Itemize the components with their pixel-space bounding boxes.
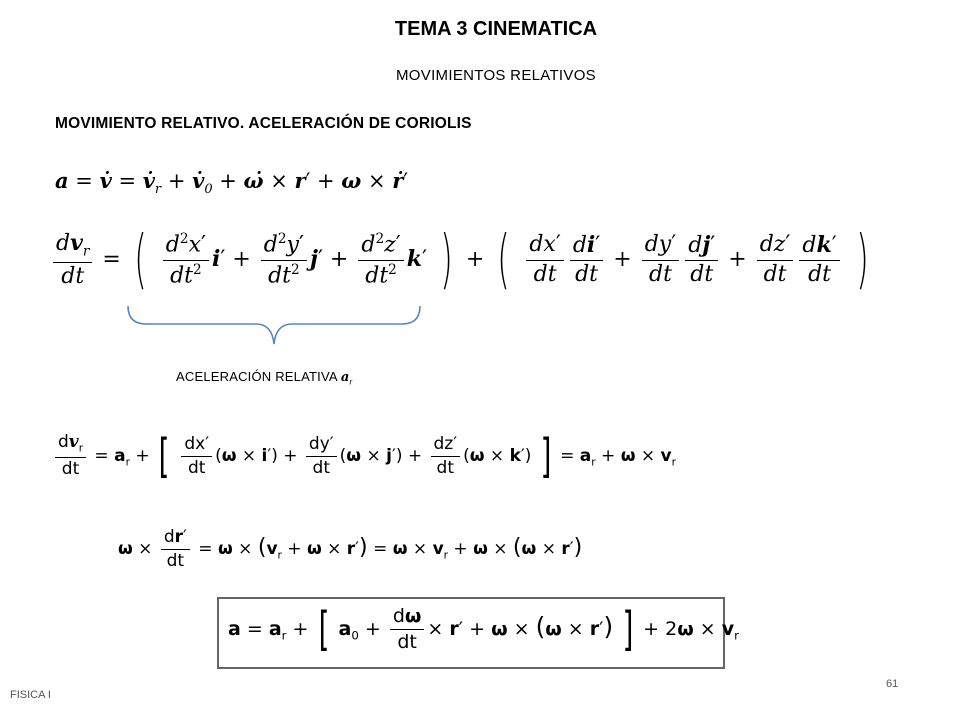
equation-derivative-vr: $\frac{dv_r}{dt}$ = ( $\frac{d^2x'}{dt^2}$ i′ + $\frac{d^2y'}{dt^2}$ j′ + $\frac{d^2z'}{dt^2}$ k′ ) + ( $\frac{dx'}{dt}$ $\frac{di'}{dt}$ + $\frac{dy'}{dt}$ $\frac{dj'}{dt}$ + $\frac{dz'}{dt}$ $\frac{dk'}{dt}$ ): [50, 228, 875, 292]
relative-acceleration-label: [176, 369, 352, 387]
relative-acceleration-symbol: a: [340, 370, 350, 385]
equation-omega-cross-drdt: ω × $\frac{dr'}{dt}$ = $\omega \times (v_r + \omega \times r') = \omega \times v_r + \omega \times (\omega \times r')$: [118, 527, 583, 571]
slide-title: TEMA 3 CINEMATICA: [394, 18, 598, 40]
underbrace: [124, 304, 424, 350]
footer-course: FISICA I: [10, 689, 51, 701]
relative-acceleration-text: ACELERACIÓN RELATIVA: [176, 369, 338, 384]
equation-derivative-vr-expanded: $\frac{dv_r}{dt}$ = $a_r$ + [ $\frac{dx'}{dt}$ (ω × i′) + $\frac{dy'}{dt}$ (ω × j′) + $\frac{dz'}{dt}$ (ω × k′) ] = $a_r + \omega \times v_r$: [52, 433, 676, 479]
page-number: 61: [886, 678, 899, 690]
equation-acceleration-definition: a = v̇ = $v̇_r$ + $v̇_0$ + ω̇ × r′ + ω × ṙ′: [55, 168, 409, 198]
section-heading: MOVIMIENTO RELATIVO. ACELERACIÓN DE CORIOLIS: [55, 115, 472, 132]
slide-subtitle: MOVIMIENTOS RELATIVOS: [396, 67, 596, 84]
relative-acceleration-subscript: r: [349, 377, 353, 387]
equation-coriolis-result: $a = a_r$ + [ $a_0$ + $\frac{d\omega}{dt}$ × r′ + ω × (ω × r′) ] + $2\omega \times v_r$: [228, 602, 739, 657]
